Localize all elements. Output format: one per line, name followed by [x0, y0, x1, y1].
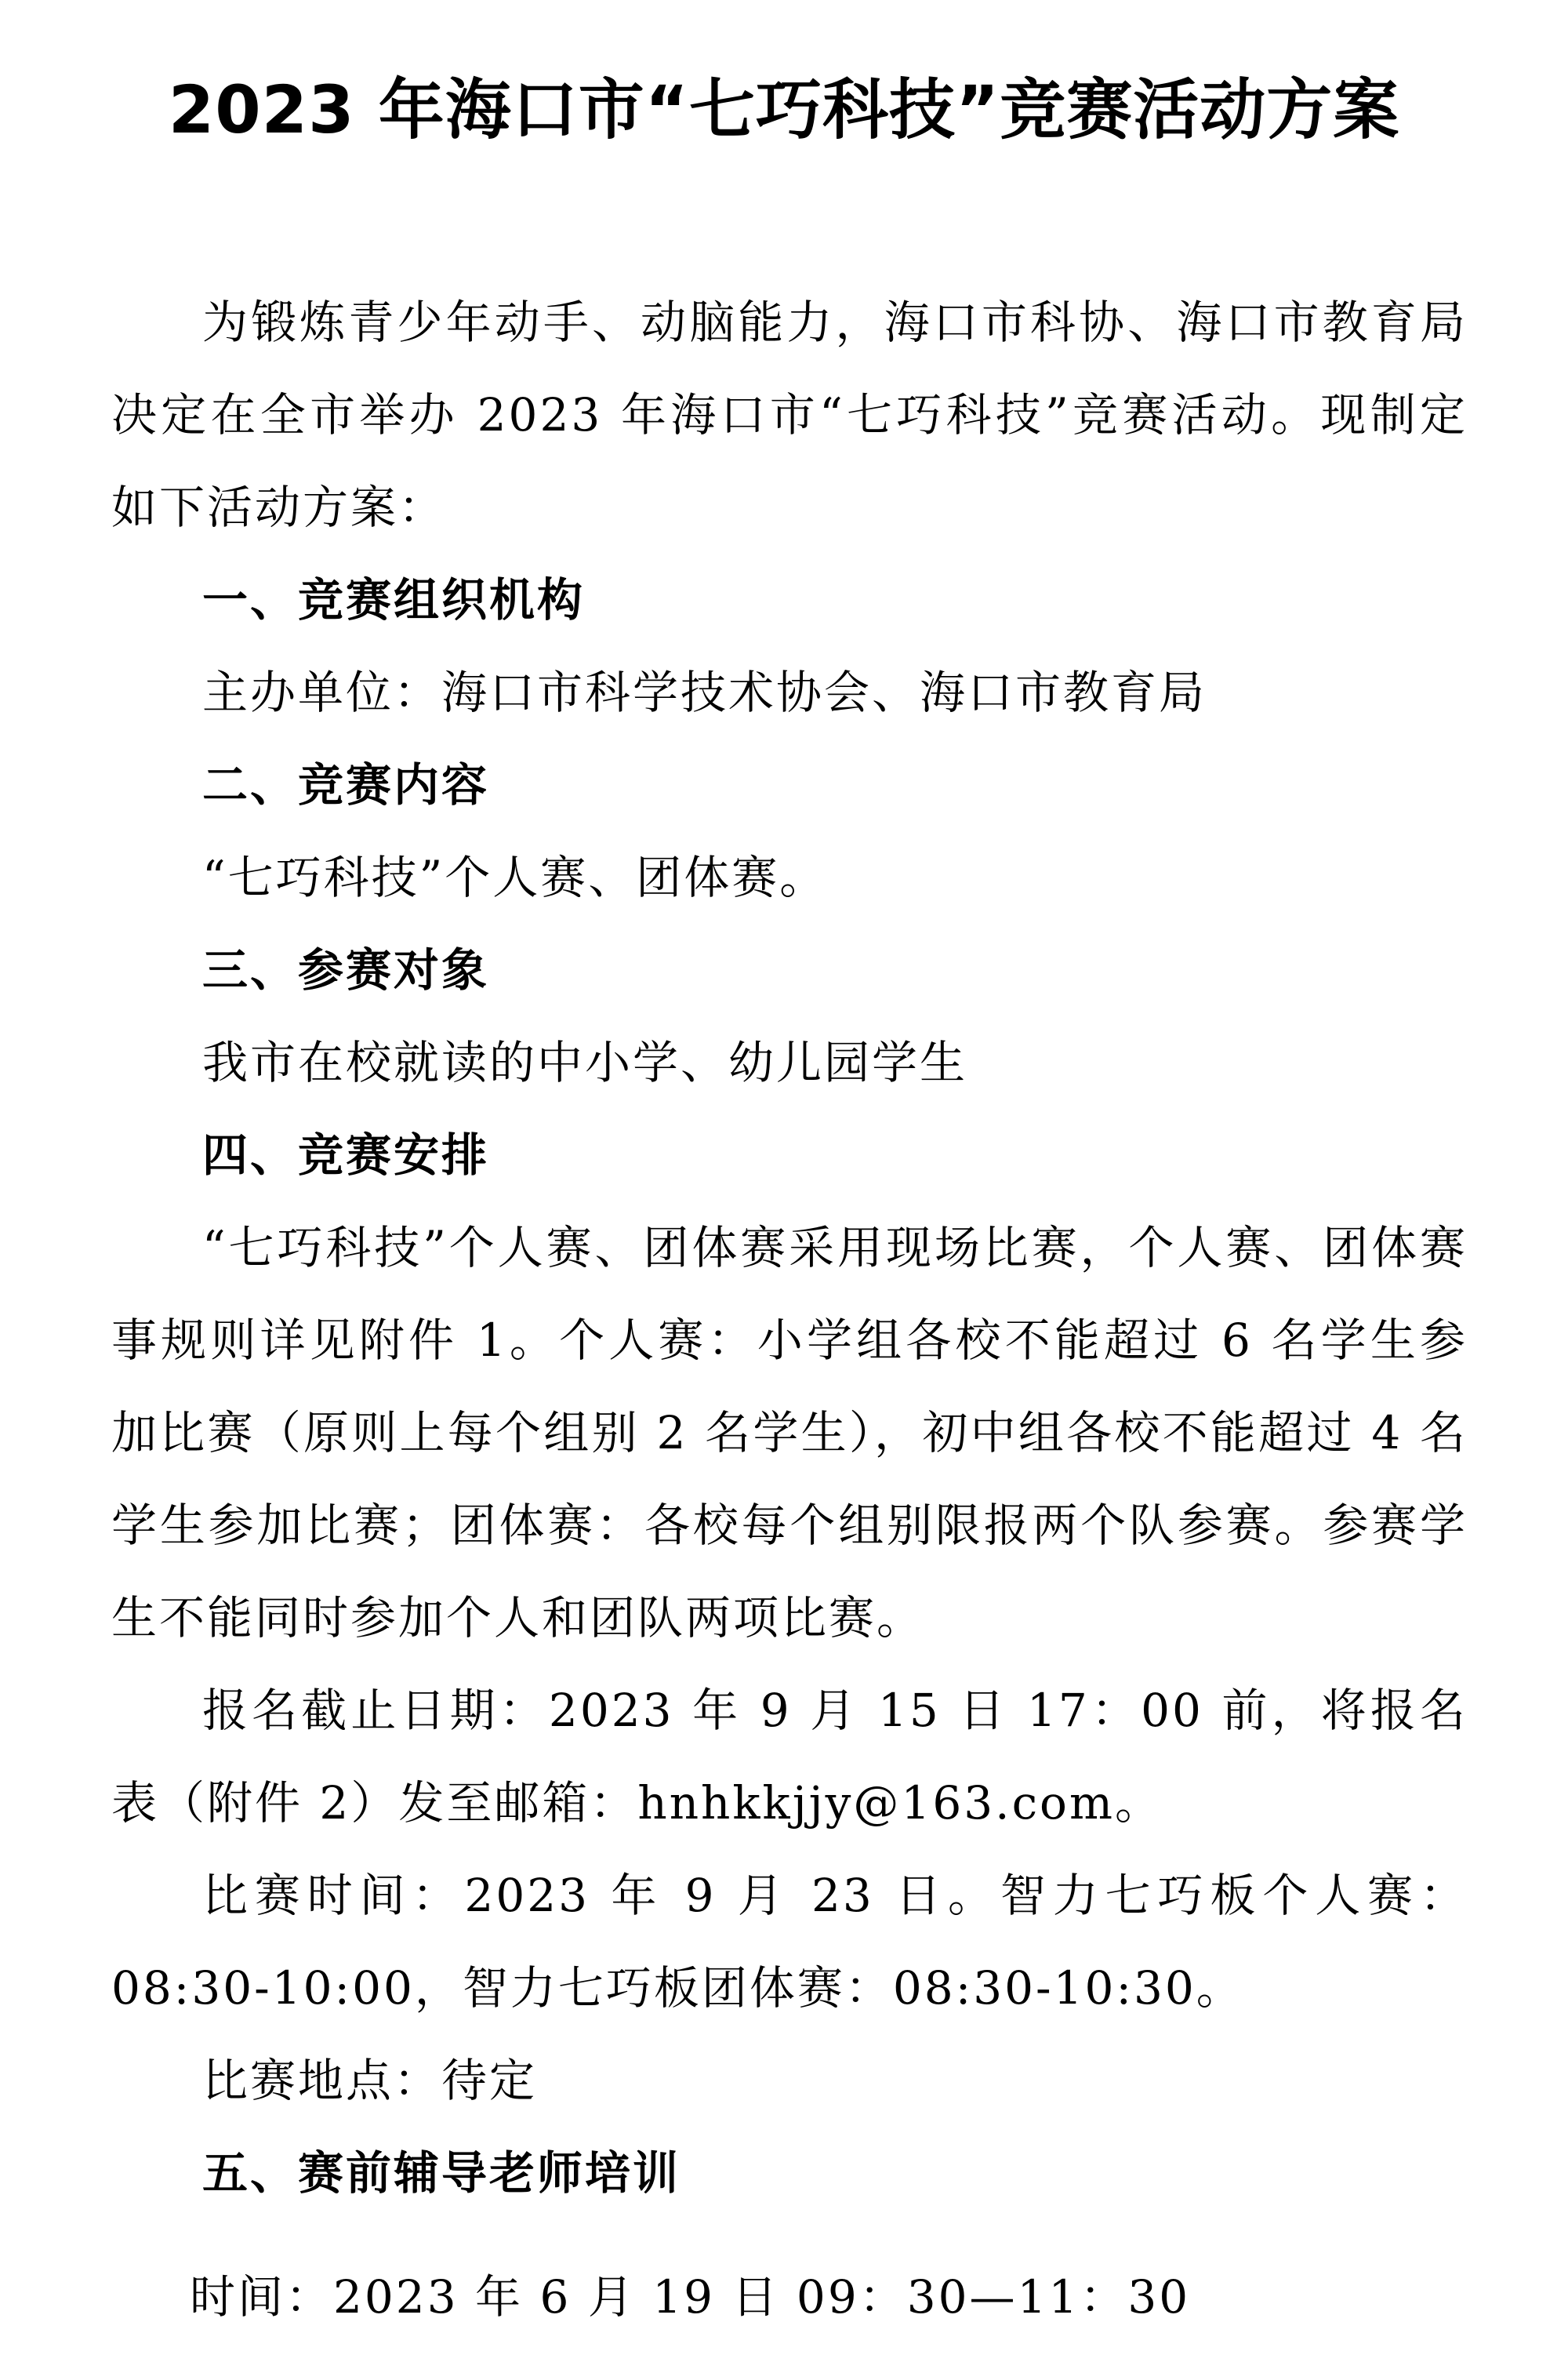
training-time-block	[111, 2251, 1468, 2343]
competition-schedule-paragraph: 比赛时间：2023 年 9 月 23 日。智力七巧板个人赛：08:30-10:00，智力七巧板团体赛：08:30-10:30。	[111, 1869, 1468, 2015]
competition-venue-text: 比赛地点：待定	[202, 2054, 538, 2107]
content-text: “七巧科技”个人赛、团体赛。	[202, 851, 828, 904]
document-body	[111, 276, 1468, 2219]
section-heading-participants: 三、参赛对象	[202, 943, 490, 997]
section-heading-content: 二、竞赛内容	[202, 758, 490, 812]
section-heading-organization: 一、竞赛组织机构	[202, 573, 586, 627]
organization-text: 主办单位：海口市科学技术协会、海口市教育局	[202, 666, 1207, 719]
section-heading-arrangement: 四、竞赛安排	[202, 1128, 490, 1182]
participants-text: 我市在校就读的中小学、幼儿园学生	[202, 1036, 968, 1089]
intro-paragraph: 为锻炼青少年动手、动脑能力，海口市科协、海口市教育局决定在全市举办 2023 年海口市“七巧科技”竞赛活动。现制定如下活动方案：	[111, 296, 1468, 534]
document-title: 2023 年海口市“七巧科技”竞赛活动方案	[168, 71, 1400, 148]
section-heading-training: 五、赛前辅导老师培训	[202, 2146, 681, 2200]
training-time-text: 时间：2023 年 6 月 19 日 09：30—11：30	[190, 2270, 1191, 2324]
arrangement-rules-paragraph: “七巧科技”个人赛、团体赛采用现场比赛，个人赛、团体赛事规则详见附件 1。个人赛：小学组各校不能超过 6 名学生参加比赛（原则上每个组别 2 名学生），初中组各校不能超过 4 名学生参加比赛；团体赛：各校每个组别限报两个队参赛。参赛学生不能同时参加个人和团队两项比赛。	[111, 1221, 1468, 1644]
registration-deadline-paragraph: 报名截止日期：2023 年 9 月 15 日 17：00 前，将报名表（附件 2）发至邮箱：hnhkkjjy@163.com。	[111, 1684, 1468, 1830]
